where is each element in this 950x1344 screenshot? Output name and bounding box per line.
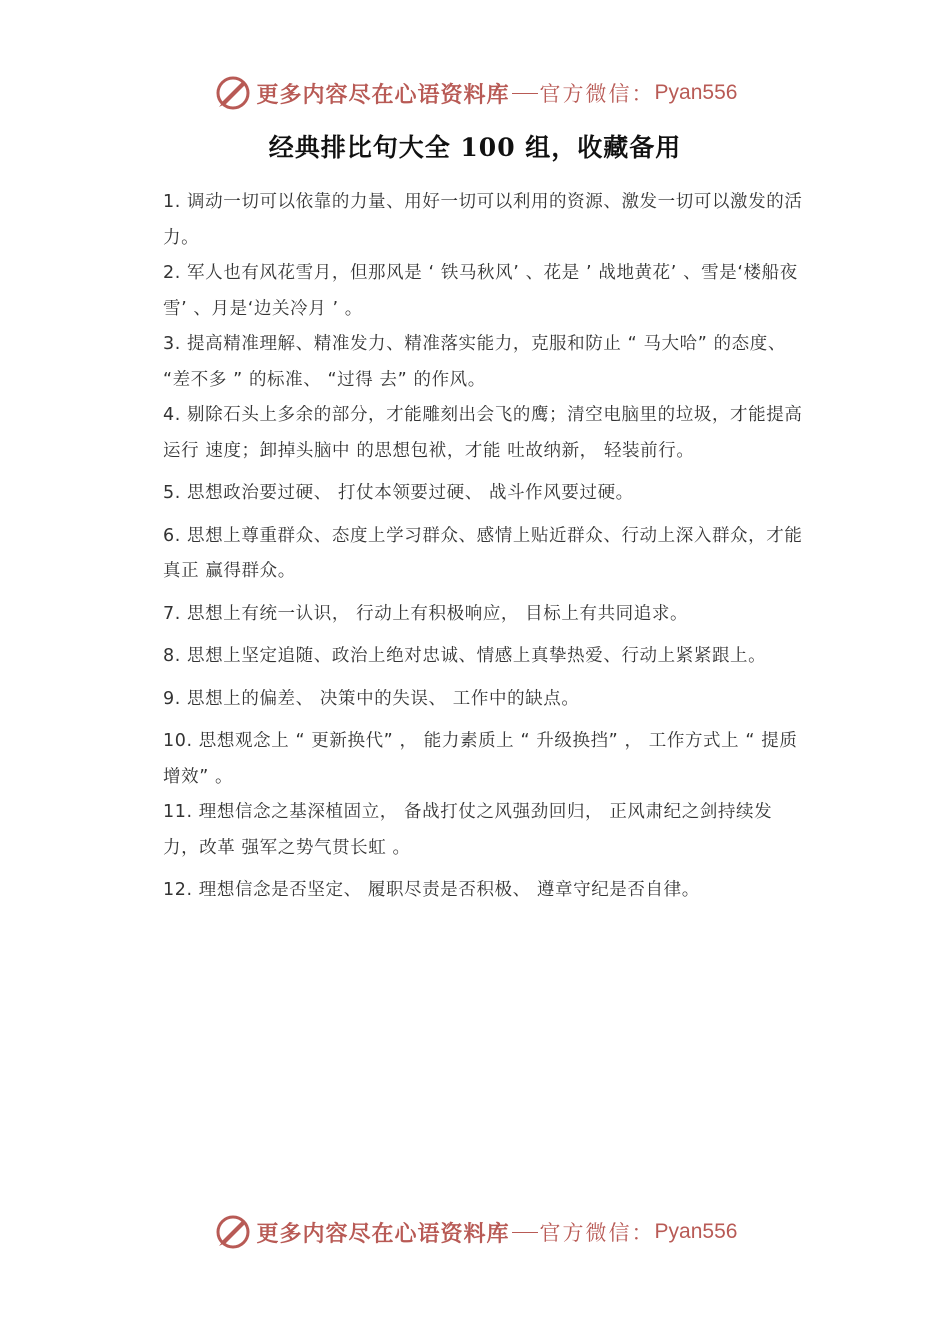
list-item: 11. 理想信念之基深植固立， 备战打仗之风强劲回归， 正风肃纪之剑持续发力，改革 强军之势气贯长虹 。 <box>163 802 773 858</box>
watermark-dash <box>512 93 538 94</box>
list-item: 4. 剔除石头上多余的部分，才能雕刻出会飞的鹰；清空电脑里的垃圾，才能提高运行 速度；卸掉头脑中 的思想包袱，才能 吐故纳新， 轻装前行。 <box>163 405 803 461</box>
watermark-id: Pyan556 <box>654 81 738 104</box>
document-body <box>163 185 803 909</box>
watermark-label: 官方微信： <box>539 82 655 106</box>
pen-logo-icon <box>213 73 253 113</box>
list-item: 9. 思想上的偏差、 决策中的失误、 工作中的缺点。 <box>163 688 580 709</box>
list-item: 2. 军人也有风花雪月，但那风是 ‘ 铁马秋风’ 、花是 ’ 战地黄花’ 、雪是‘楼船夜雪’ 、月是‘边关冷月 ’ 。 <box>163 263 798 319</box>
pen-logo-icon <box>213 1212 253 1252</box>
watermark-label: 官方微信： <box>539 1221 655 1245</box>
list-item: 3. 提高精准理解、精准发力、精准落实能力，克服和防止 “ 马大哈” 的态度、 “差不多 ” 的标准、 “过得 去” 的作风。 <box>163 334 786 390</box>
watermark-text: 更多内容尽在心语资料库 <box>256 1220 510 1247</box>
list-item: 10. 思想观念上 “ 更新换代” ， 能力素质上 “ 升级换挡” ， 工作方式上 “ 提质增效” 。 <box>163 731 798 787</box>
list-item: 1. 调动一切可以依靠的力量、用好一切可以利用的资源、激发一切可以激发的活力。 <box>163 192 803 248</box>
list-item: 5. 思想政治要过硬、 打仗本领要过硬、 战斗作风要过硬。 <box>163 483 634 503</box>
watermark-header <box>0 68 950 118</box>
list-item: 6. 思想上尊重群众、态度上学习群众、感情上贴近群众、行动上深入群众，才能真正 赢得群众。 <box>163 525 803 581</box>
list-item: 8. 思想上坚定追随、政治上绝对忠诚、情感上真挚热爱、行动上紧紧跟上。 <box>163 646 767 666</box>
watermark-footer <box>0 1207 950 1257</box>
list-item: 7. 思想上有统一认识， 行动上有积极响应， 目标上有共同追求。 <box>163 603 689 624</box>
watermark-dash <box>512 1232 538 1233</box>
document-title: 经典排比句大全 100 组，收藏备用 <box>268 133 682 162</box>
watermark-text: 更多内容尽在心语资料库 <box>256 81 510 108</box>
list-item: 12. 理想信念是否坚定、 履职尽责是否积极、 遵章守纪是否自律。 <box>163 880 700 900</box>
watermark-id: Pyan556 <box>654 1220 738 1243</box>
